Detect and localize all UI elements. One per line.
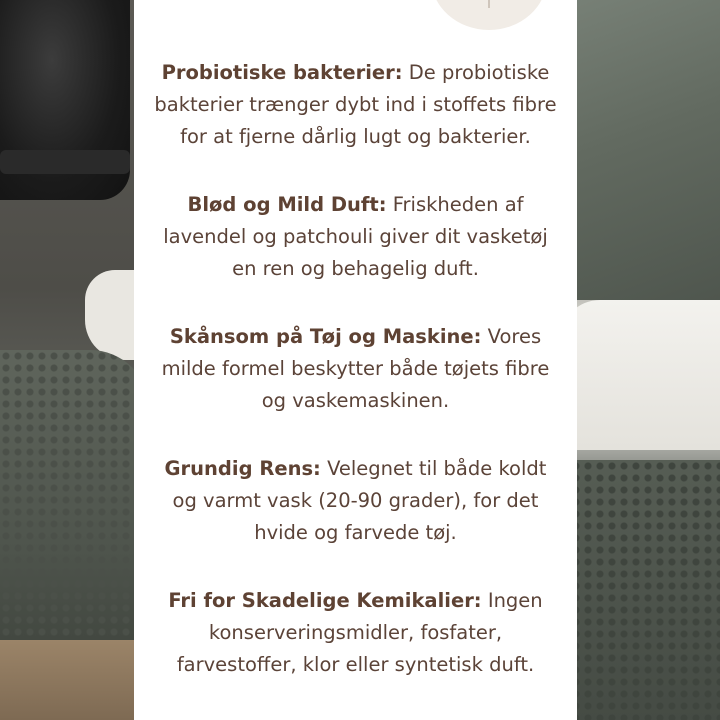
background-right-scene bbox=[570, 0, 720, 720]
feature-body: Friskheden af lavendel og patchouli giver dit vasketøj en ren og behagelig duft. bbox=[163, 193, 548, 280]
background-left-scene bbox=[0, 0, 140, 720]
knit-towel-image bbox=[0, 350, 150, 670]
knit-towel-right-image bbox=[570, 460, 720, 720]
feature-scent bbox=[134, 189, 577, 285]
feature-heading: Blød og Mild Duft: bbox=[187, 193, 387, 216]
feature-body: Vores milde formel beskytter både tøjets fibre og vaskemaskinen. bbox=[161, 325, 550, 412]
decorative-circle bbox=[431, 0, 547, 30]
feature-gentle bbox=[134, 321, 577, 417]
feature-probiotic bbox=[134, 57, 577, 153]
pot-rim-image bbox=[0, 150, 130, 174]
feature-chemical-free bbox=[134, 585, 577, 681]
feature-heading: Skånsom på Tøj og Maskine: bbox=[169, 325, 482, 348]
feature-list bbox=[134, 57, 577, 717]
white-linen-image bbox=[560, 300, 720, 450]
feature-heading: Probiotiske bakterier: bbox=[161, 61, 403, 84]
circle-tick-mark bbox=[488, 0, 490, 8]
feature-body: Velegnet til både koldt og varmt vask (20-90 grader), for det hvide og farvede tøj. bbox=[172, 457, 547, 544]
feature-heading: Grundig Rens: bbox=[164, 457, 321, 480]
green-linen-image bbox=[570, 0, 720, 300]
wooden-table-image bbox=[0, 640, 150, 720]
feature-body: De probiotiske bakterier trænger dybt ind i stoffets fibre for at fjerne dårlig lugt og bakterier. bbox=[154, 61, 557, 148]
feature-heading: Fri for Skadelige Kemikalier: bbox=[168, 589, 482, 612]
feature-body: Ingen konserveringsmidler, fosfater, farvestoffer, klor eller syntetisk duft. bbox=[176, 589, 543, 676]
feature-thorough-clean bbox=[134, 453, 577, 549]
